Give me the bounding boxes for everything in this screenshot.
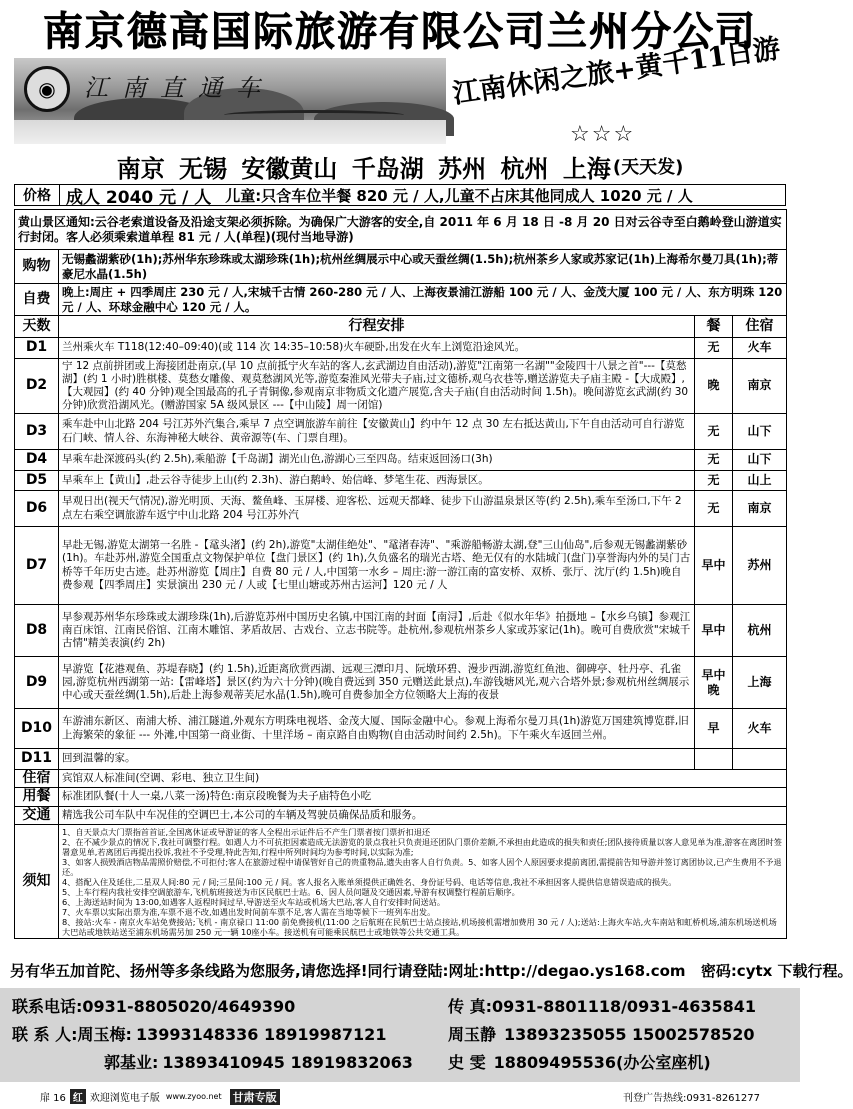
itinerary-row	[15, 527, 787, 605]
child-price: 儿童:只含车位半餐 820 元 / 人,儿童不占床其他同成人 1020 元 / 人	[225, 186, 693, 205]
meal-cell: 早中晚	[695, 657, 733, 709]
fax-label: 传 真:	[448, 997, 492, 1016]
service-label: 住宿	[15, 769, 59, 788]
route-cities	[0, 150, 800, 182]
price-label: 价格	[23, 188, 51, 204]
note-item: 1、自天景点大门票指首首证,全国离休证或导游证的客人全程出示证件后不产生门票者按门票折扣退还	[62, 826, 431, 837]
service-label: 用餐	[15, 788, 59, 807]
stay-cell: 山下	[733, 450, 787, 471]
service-text: 标准团队餐(十人一桌,八菜一汤)特色:南京段晚餐为夫子庙特色小吃	[59, 788, 787, 807]
service-label: 交通	[15, 806, 59, 825]
meal-cell: 早	[695, 709, 733, 749]
meal-cell: 晚	[695, 358, 733, 414]
contact-name: 周玉静	[448, 1025, 497, 1044]
day-label: D1	[15, 338, 59, 359]
contacts-block	[0, 988, 800, 1082]
page-number: 扉 16	[40, 1093, 66, 1104]
itinerary-row	[15, 709, 787, 749]
optional-row	[15, 284, 787, 316]
day-plan: 早乘车赴深渡码头(约 2.5h),乘船游【千岛湖】湖光山色,游湖心三至四岛。结束返回汤口(3h)	[59, 450, 695, 471]
service-row	[15, 806, 787, 825]
contact-name: 史 雯	[448, 1053, 486, 1072]
day-label: D10	[15, 709, 59, 749]
day-plan: 早游览【花港观鱼、苏堤春晓】(约 1.5h),近距离欣赏西湖、远观三潭印月、阮墩环碧、漫步西湖,游览红鱼池、御碑亭、牡丹亭、孔雀园,游览杭州西湖第一站:【雷峰塔】景区(约为六十分钟)(晚自费远到 350 元赠送此景点),车游钱塘风光,观六合塔外景;参观杭州丝绸展示中心或天蚕丝绸(1.5h),后赴上海参观蒂芙尼水晶(1.5h),晚可自费参加全方位领略大上海的夜景	[59, 657, 695, 709]
huangshan-notice: 黄山景区通知:云谷老索道设备及沿途支架必须拆除。为确保广大游客的安全,自 2011 年 6 月 18 日 -8 月 20 日对云谷寺至白鹅岭登山游道实行封闭。客人必须乘索道单程 81 元 / 人(单程)(现付当地导游)	[15, 210, 787, 250]
itinerary-row	[15, 749, 787, 770]
note-item: 3、如客人损毁酒店物品需照价赔偿,不可拒付;客人在旅游过程中请保管好自己的贵重物品,遗失由客人自行负责。5、如客人因个人原因要求提前离团,需提前告知导游并签订离团协议,已产生费用不予退还。	[62, 856, 782, 877]
meal-cell	[695, 749, 733, 770]
tour-slogan: 江南休闲之旅+黄千11日游	[450, 33, 783, 110]
itinerary-row	[15, 338, 787, 359]
header-meal: 餐	[695, 316, 733, 338]
stay-cell	[733, 749, 787, 770]
day-plan: 宁 12 点前拼团或上海接团赴南京,(早 10 点前抵宁火车站的客人,玄武湖边自由活动),游览"江南第一名湖""金陵四十八景之首"---【莫愁湖】(约 1 小时)胜棋楼、莫愁女雕像、观莫愁湖风光等,游览秦淮风光带夫子庙,过文德桥,观乌衣巷等,赠送游览夫子庙主殿 -【大成殿】,【大观园】(约 40 分钟)观全国最高的孔子青铜像,参观南京非物质文化遗产展览,含夫子庙(自由活动时间 1.5h)。晚间游览玄武湖(约 30 分钟)欣赏沿湖风光。(赠游国家 5A 级风景区 ---【中山陵】周一闭馆)	[59, 358, 695, 414]
note-item: 5、上车行程内我社安排空调旅游车,飞机航班接送为市区民航巴士站。6、因人员问题及交通因素,导游有权调整行程前后顺序。	[62, 886, 520, 897]
meal-cell: 无	[695, 450, 733, 471]
stay-cell: 南京	[733, 491, 787, 527]
day-label: D8	[15, 605, 59, 657]
note-item: 7、火车票以实际出票为准,车票不退不改,如遇出发时间前车票不足,客人需在当地等候下一班列车出发。	[62, 906, 436, 917]
itinerary-row	[15, 657, 787, 709]
globe-icon: ◉	[24, 66, 70, 112]
service-row	[15, 788, 787, 807]
contact-name: 周玉梅:	[77, 1025, 132, 1044]
day-plan: 早赴无锡,游览太湖第一名胜 -【鼋头渚】(约 2h),游览"太湖佳绝处"、"鼋渚春涛"、"乘游船畅游太湖,登"三山仙岛",后参观无锡蠡湖紫砂(1h)。车赴苏州,游览全国重点文物保护单位【盘门景区】(约 1h),久负盛名的瑞光古塔、绝无仅有的水陆城门(盘门)享誉海内外的吴门古桥等千年历史古迹。赴苏州游览【周庄】自费 80 元 / 人,中国第一水乡 – 周庄:游一游江南的富安桥、双桥、张厅、沈厅(约 1.5h)晚自费参观【四季周庄】实景演出 230 元 / 人或【七里山塘或苏州古运河】120 元 / 人	[59, 527, 695, 605]
itinerary-row	[15, 470, 787, 491]
fax-number: 0931-8801118/0931-4635841	[491, 997, 757, 1016]
contact-phones: 13893235055 15002578520	[504, 1025, 755, 1044]
banner-caption: 江南直通车	[84, 74, 274, 102]
stay-cell: 山下	[733, 414, 787, 450]
day-plan: 乘车赴中山北路 204 号江苏外汽集合,乘早 7 点空调旅游车前往【安徽黄山】约中午 12 点 30 左右抵达黄山,下午自由活动可自行游览石门峡、情人谷、东海神秘大峡谷、黄帝源等(车、门票自理)。	[59, 414, 695, 450]
meal-cell: 无	[695, 470, 733, 491]
day-plan: 回到温馨的家。	[59, 749, 695, 770]
meal-cell: 无	[695, 414, 733, 450]
day-label: D9	[15, 657, 59, 709]
table-header	[15, 316, 787, 338]
note-item: 4、搭配入住及延住,二星双人间:80 元 / 间;三星间:100 元 / 间。客人报名入账单须提供正确姓名、身份证号码、电话等信息,我社不承担因客人提供信息错误造成的损失。	[62, 876, 677, 887]
meal-cell: 早中	[695, 527, 733, 605]
note-item: 6、上海送站时间为 13:00,如遇客人返程时间过早,导游送至火车站或机场大巴站,客人自行安排时间送站。	[62, 896, 446, 907]
contact-phones: 13993148336 18919987121	[135, 1025, 387, 1044]
day-plan: 车游浦东新区、南浦大桥、浦江隧道,外观东方明珠电视塔、金茂大厦、国际金融中心。参观上海希尔曼刀具(1h)游览万国建筑博览群,旧上海繁荣的象征 --- 外滩,中国第一商业街、十里洋场 – 南京路自由购物(自由活动时间约 2.5h)。下午乘火车返回兰州。	[59, 709, 695, 749]
meal-cell: 无	[695, 491, 733, 527]
day-label: D6	[15, 491, 59, 527]
day-plan: 早参观苏州华东珍珠或太湖珍珠(1h),后游览苏州中国历史名镇,中国江南的封面【南浔】,后赴《似水年华》拍摄地 –【水乡乌镇】参观江南百床馆、江南民俗馆、江南木雕馆、茅盾故居、古戏台、立志书院等。赴杭州,参观杭州茶乡人家或苏家记(1h)。晚可自费欣赏"宋城千古情"精美表演(约 2h)	[59, 605, 695, 657]
service-text: 精选我公司车队中车况佳的空调巴士,本公司的车辆及驾驶员确保品质和服务。	[59, 806, 787, 825]
itinerary-row	[15, 491, 787, 527]
header-plan: 行程安排	[59, 316, 695, 338]
stay-cell: 南京	[733, 358, 787, 414]
itinerary-table	[14, 209, 787, 939]
contact-phones: 18809495536(办公室座机)	[493, 1053, 711, 1072]
day-label: D7	[15, 527, 59, 605]
banner-photo	[14, 58, 446, 144]
header-stay: 住宿	[733, 316, 787, 338]
day-label: D3	[15, 414, 59, 450]
service-text: 宾馆双人标准间(空调、彩电、独立卫生间)	[59, 769, 787, 788]
star-rating: ☆☆☆	[570, 122, 636, 147]
note-item: 8、接站:火车 - 南京火车站免费接站;飞机 - 南京禄口 11:00 前免费接机(11:00 之后航班在民航巴士站点接站,机场接机需增加费用 30 元 / 人);送站:上海火车站,火车南站和虹桥机场,浦东机场送机场大巴站或地铁站送至浦东机场需另加 250 元一辆 10座小车。接送机有可能乘民航巴士或地铁等公共交通工具。	[62, 916, 777, 937]
stay-cell: 山上	[733, 470, 787, 491]
day-plan: 早乘车上【黄山】,赴云谷寺徒步上山(约 2.3h)、游白鹅岭、始信峰、梦笔生花、西海景区。	[59, 470, 695, 491]
optional-text: 晚上:周庄 + 四季周庄 230 元 / 人,宋城千古情 260-280 元 / 人、上海夜景浦江游船 100 元 / 人、金茂大厦 100 元 / 人、东方明珠 120 元 / 人、环球金融中心 120 元 / 人。	[59, 284, 787, 316]
day-label: D11	[15, 749, 59, 770]
meal-cell: 无	[695, 338, 733, 359]
password-text: 密码:cytx 下载行程。	[700, 962, 853, 980]
notes-label: 须知	[15, 825, 59, 939]
shopping-row	[15, 250, 787, 284]
notes-list	[59, 825, 787, 939]
footer-info	[10, 960, 853, 984]
shopping-text: 无锡蠡湖紫砂(1h);苏州华东珍珠或太湖珍珠(1h);杭州丝绸展示中心或天蚕丝绸(1.5h);杭州茶乡人家或苏家记(1h)上海希尔曼刀具(1h);蒂豪尼水晶(1.5h)	[59, 250, 787, 284]
page-tag: 红	[70, 1089, 86, 1104]
site-link[interactable]: www.zyoo.net	[165, 1092, 222, 1101]
notes-row	[15, 825, 787, 939]
service-row	[15, 769, 787, 788]
shopping-label: 购物	[15, 250, 59, 284]
day-plan: 早观日出(视天气情况),游光明顶、天海、鳌鱼峰、玉屏楼、迎客松、远观天都峰、徒步下山游温泉景区等(约 2.5h),乘车至汤口,下午 2 点左右乘空调旅游车返宁中山北路 204 号江苏外汽	[59, 491, 695, 527]
adult-price: 成人 2040 元 / 人	[66, 187, 212, 208]
note-item: 2、在不减少景点的情况下,我社可调整行程。如遇人力不可抗拒因素造成无法游览的景点我社只负责退还团队门票价差额,不承担由此造成的损失和责任;团队接待质量以客人意见单为准,游客在离团时签署意见单,若离团后再提出投诉,我社不予受理,特此告知,行程中所列时间均为参考时间,以实际为准;	[62, 836, 782, 857]
day-label: D4	[15, 450, 59, 471]
phone-number: 0931-8805020/4649390	[82, 997, 296, 1016]
itinerary-row	[15, 450, 787, 471]
day-label: D5	[15, 470, 59, 491]
branches-text: 另有华五加首陀、扬州等多条线路为您服务,请您选择!同行请登陆:网址:http://degao.ys168.com	[10, 962, 686, 980]
itinerary-row	[15, 358, 787, 414]
stay-cell: 苏州	[733, 527, 787, 605]
day-label: D2	[15, 358, 59, 414]
stay-cell: 火车	[733, 709, 787, 749]
phone-label: 联系电话:	[12, 997, 83, 1016]
contact-name: 郭基业:	[104, 1053, 159, 1072]
notice-row	[15, 210, 787, 250]
stay-cell: 杭州	[733, 605, 787, 657]
stay-cell: 上海	[733, 657, 787, 709]
itinerary-row	[15, 414, 787, 450]
contact-phones: 13893410945 18919832063	[162, 1053, 413, 1072]
meal-cell: 早中	[695, 605, 733, 657]
ad-hotline: 刊登广告热线:0931-8261277	[623, 1093, 760, 1104]
page-footer	[0, 1084, 800, 1109]
price-row	[14, 184, 786, 206]
route-frequency: (天天发)	[612, 157, 684, 178]
optional-label: 自费	[15, 284, 59, 316]
welcome-text: 欢迎浏览电子版	[89, 1093, 160, 1104]
contact-person-label: 联 系 人:	[12, 1025, 78, 1044]
stay-cell: 火车	[733, 338, 787, 359]
route-list: 南京 无锡 安徽黄山 千岛湖 苏州 杭州 上海	[116, 154, 611, 183]
brand-badge: 甘肃专版	[230, 1089, 280, 1105]
itinerary-row	[15, 605, 787, 657]
banner	[14, 33, 786, 147]
header-day: 天数	[15, 316, 59, 338]
day-plan: 兰州乘火车 T118(12:40–09:40)(或 114 次 14:35–10:58)火车硬卧,出发在火车上浏览沿途风光。	[59, 338, 695, 359]
page-title: 南京德高国际旅游有限公司兰州分公司	[43, 7, 757, 55]
